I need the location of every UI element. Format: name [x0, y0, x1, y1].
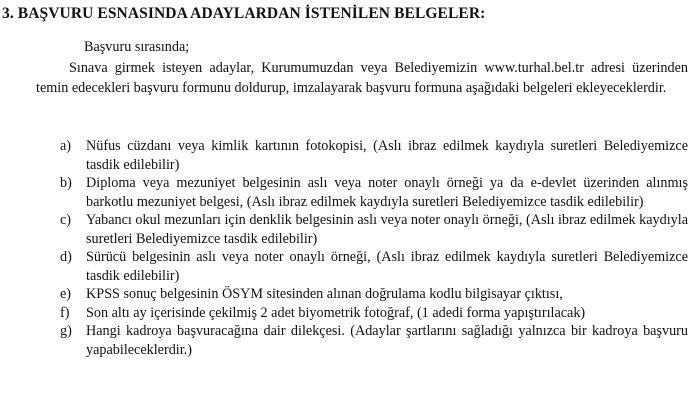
list-item-f	[36, 304, 688, 323]
list-item-e	[36, 285, 688, 304]
list-marker: d)	[60, 249, 72, 265]
list-item-c	[36, 211, 688, 248]
list-item-text: KPSS sonuç belgesinin ÖSYM sitesinden alınan doğrulama kodlu bilgisayar çıktısı,	[86, 286, 563, 302]
list-item-a	[36, 137, 688, 174]
list-item-text: Son altı ay içerisinde çekilmiş 2 adet biyometrik fotoğraf, (1 adedi forma yapıştırılacak)	[86, 304, 586, 321]
list-marker: g)	[60, 323, 72, 339]
intro-body-text: Sınava girmek isteyen adaylar, Kurumumuzdan veya Belediyemizin www.turhal.bel.tr adresi üzerinden temin edecekleri başvuru formunu doldurup, imzalayarak başvuru formuna aşağıdaki belgeleri ekleyeceklerdir.	[36, 59, 688, 96]
list-marker: e)	[60, 286, 72, 302]
list-marker: f)	[60, 304, 70, 321]
list-item-b	[36, 174, 688, 211]
list-marker: b)	[60, 175, 72, 191]
list-item-text: Hangi kadroya başvuracağına dair dilekçesi. (Adaylar şartlarını sağladığı yalnızca bir kadroya başvuru yapabileceklerdir.)	[86, 323, 688, 358]
list-marker: c)	[60, 212, 72, 228]
section-heading: 3. BAŞVURU ESNASINDA ADAYLARDAN İSTENİLEN BELGELER:	[2, 5, 486, 22]
required-documents-list	[36, 137, 688, 359]
intro-paragraph	[36, 37, 688, 99]
list-item-d	[36, 248, 688, 285]
list-item-text: Diploma veya mezuniyet belgesinin aslı veya noter onaylı örneği ya da e-devlet üzerinden alınmış barkotlu mezuniyet belgesi, (Aslı ibraz edilmek kaydıyla suretleri Belediyemizce tasdik edilebilir)	[86, 175, 688, 210]
list-item-g	[36, 322, 688, 359]
list-item-text: Nüfus cüzdanı veya kimlik kartının fotokopisi, (Aslı ibraz edilmek kaydıyla suretleri Belediyemizce tasdik edilebilir)	[86, 138, 688, 173]
intro-first-line: Başvuru sırasında;	[84, 39, 190, 55]
list-marker: a)	[60, 138, 72, 154]
list-item-text: Yabancı okul mezunları için denklik belgesinin aslı veya noter onaylı örneği, (Aslı ibraz edilmek kaydıyla suretleri Belediyemizce tasdik edilebilir)	[86, 212, 688, 247]
list-item-text: Sürücü belgesinin aslı veya noter onaylı örneği, (Aslı ibraz edilmek kaydıyla suretleri Belediyemizce tasdik edilebilir)	[86, 249, 688, 284]
